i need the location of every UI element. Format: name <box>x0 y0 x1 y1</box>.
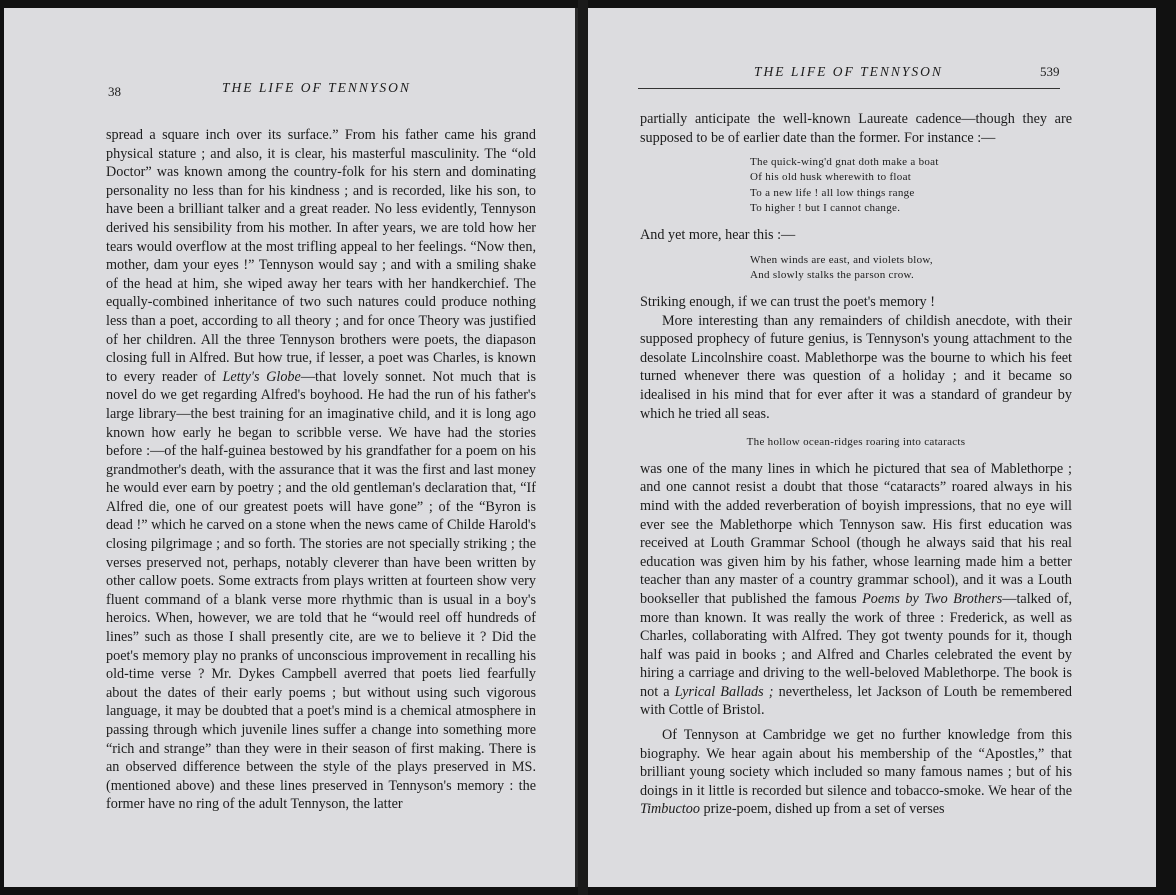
para6-text-a: Of Tennyson at Cambridge we get no further knowledge from this biography. We hear again about his membership of the “Apostles,” that brilliant young society which included so many famous names ; but of his doings in it little is recorded but silence and tobacco-smoke. We hear of the <box>640 727 1072 799</box>
book-gutter <box>578 0 588 895</box>
letty-globe-title: Letty's Globe <box>222 368 301 385</box>
right-page-body <box>640 110 1072 819</box>
verse-line: To a new life ! all low things range <box>750 186 915 199</box>
verse-quote-1 <box>750 155 1072 216</box>
verse-line: When winds are east, and violets blow, <box>750 253 933 266</box>
right-page <box>588 8 1156 887</box>
poems-by-two-brothers-title: Poems by Two Brothers <box>862 590 1003 607</box>
left-page-body <box>106 126 536 814</box>
right-page-header <box>588 64 1156 84</box>
paragraph-2: And yet more, hear this :— <box>640 227 796 243</box>
para5-text-b: —talked of, more than known. It was really the work of three : Frederick, as well as Charles, collaborating with Alfred. They got twenty pounds for it, though half was paid in books ; and Alfred and Charles celebrated the event by hiring a carriage and driving to the well-beloved Mablethorpe. The book is not a <box>640 590 1072 700</box>
left-body-text-2: —that lovely sonnet. Not much that is novel do we get regarding Alfred's boyhood. He had the run of his father's large library—the best training for an imaginative child, and it is long ago known how early he began to scribble verse. We have had the stories before :—of the half-guinea bestowed by his grandfather for a poem on his grandmother's death, with the assurance that it was the first and last money he would ever earn by poetry ; and the old gentleman's declaration that, “If Alfred die, one of our greatest poets will have gone” ; of the “Byron is dead !” which he carved on a stone when the news came of Childe Harold's closing pilgrimage ; and so forth. The stories are not specially striking ; the verses preserved not, perhaps, notably cleverer than have been written by other callow poets. Some extracts from plays written at fourteen show very fluent command of a blank verse more rhythmic than is usual in a boy's heroics. When, however, we are told that he “would reel off hundreds of lines” such as those I shall presently cite, are we to believe it ? Did the poet's memory play no pranks of unconscious improvement in recalling his old-time verse ? Mr. Dykes Campbell averred that poets lied fearfully about the dates of their early poems ; but without using such vigorous language, it may be doubted that a poet's mind is a chemical atmosphere in passing through which juvenile lines suffer a change into something more “rich and strange” than they were in their season of first making. There is an observed difference between the style of the plays preserved in MS. (mentioned above) and these lines preserved in Tennyson's memory : the former have no ring of the adult Tennyson, the latter <box>106 368 536 813</box>
timbuctoo-title: Timbuctoo <box>640 801 700 818</box>
verse-line: And slowly stalks the parson crow. <box>750 268 915 281</box>
left-body-text-1: spread a square inch over its surface.” From his father came his grand physical stature ; and also, it is clear, his masterful masculinity. The “old Doctor” was known among the country-folk for his stern and dominating personality no less than for his kindness ; and is recorded, like his son, to have been a brilliant talker and a great reader. No less evidently, Tennyson derived his sensibility from his mother. In after years, we are told how her tears would overflow at the most trifling appeal to her feelings. “Now then, mother, dam your eyes !” Tennyson would say ; and with a smiling shake of the head at him, she wiped away her tears with her handkerchief. The equally-combined inheritance of two such natures could produce nothing less than a poet, according to all theory ; and for once Theory was justified of her children. All the three Tennyson brothers were poets, the diapason closing full in Alfred. But how true, if lesser, a poet was Charles, is known to every reader of <box>106 127 536 385</box>
para5-text-a: was one of the many lines in which he pictured that sea of Mablethorpe ; and one cannot resist a doubt that those “cataracts” roared always in his mind with the added reverberation of boyish impressions, that no eye will ever see the Mablethorpe which Tennyson saw. His first education was received at Louth Grammar School (though he always said that his real education was given him by his father, whose learning made him a better teacher than any master of a country grammar school), and it was a Louth bookseller that published the famous <box>640 460 1072 607</box>
header-rule <box>638 88 1060 89</box>
left-page <box>4 8 578 887</box>
left-page-number: 38 <box>108 84 121 99</box>
verse-quote-2 <box>750 253 1072 283</box>
paragraph-3: Striking enough, if we can trust the poet's memory ! <box>640 294 935 310</box>
right-page-number: 539 <box>1040 64 1060 79</box>
verse-line: To higher ! but I cannot change. <box>750 201 901 214</box>
paragraph-1: partially anticipate the well-known Laureate cadence—though they are supposed to be of earlier date than the former. For instance :— <box>640 111 1072 146</box>
para6-text-b: prize-poem, dished up from a set of verses <box>699 801 945 818</box>
left-body-paragraph <box>106 126 536 814</box>
verse-line: The quick-wing'd gnat doth make a boat <box>750 156 939 169</box>
paragraph-6 <box>640 726 1072 819</box>
right-running-head: THE LIFE OF TENNYSON <box>754 64 943 79</box>
verse-quote-3: The hollow ocean-ridges roaring into cataracts <box>746 436 966 449</box>
left-page-header <box>4 80 575 100</box>
verse-line: Of his old husk wherewith to float <box>750 171 912 184</box>
paragraph-5 <box>640 460 1072 720</box>
lyrical-ballads-title: Lyrical Ballads ; <box>674 683 774 700</box>
para5-text-c: nevertheless, let Jackson of Louth be remembered with Cottle of Bristol. <box>640 683 1072 719</box>
left-running-head: THE LIFE OF TENNYSON <box>222 80 411 95</box>
paragraph-4: More interesting than any remainders of childish anecdote, with their supposed prophecy of future genius, is Tennyson's young attachment to the desolate Lincolnshire coast. Mablethorpe was the bourne to which his feet turned whenever there was question of a holiday ; and it became so idealised in his mind that for ever after it was a standard of grandeur by which he tried all seas. <box>640 312 1072 422</box>
